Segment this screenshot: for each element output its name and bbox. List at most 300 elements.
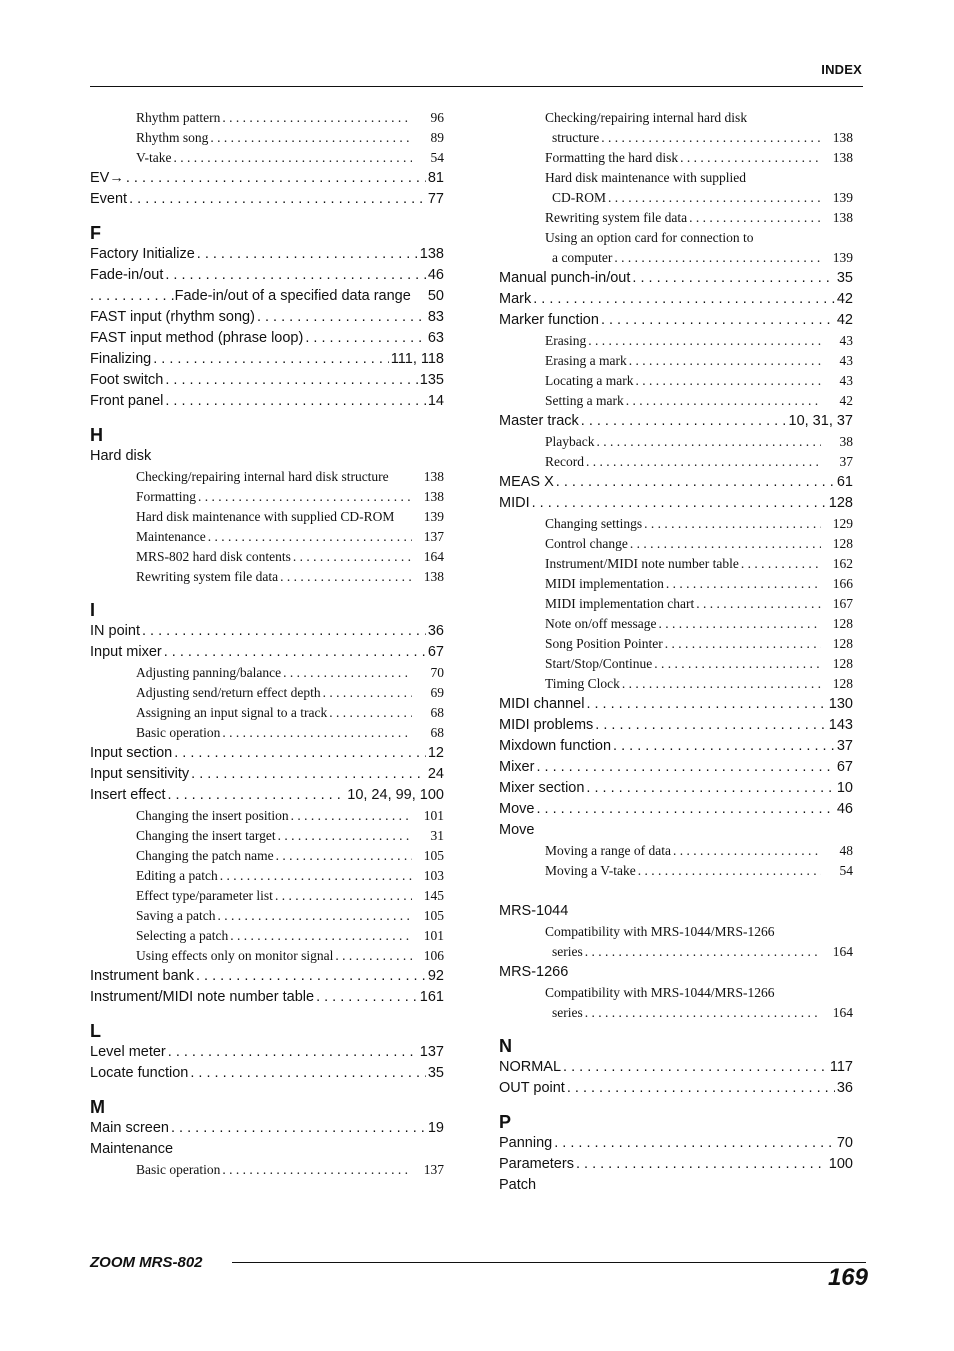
sub-entry: [90, 567, 444, 587]
index-entry: [90, 1118, 444, 1139]
dot-leader: [608, 188, 821, 208]
index-entry: [499, 310, 853, 331]
dot-leader: [275, 886, 412, 906]
index-entry: [90, 785, 444, 806]
entry-label: Finalizing: [90, 351, 152, 367]
page-reference: 117: [829, 1059, 853, 1075]
page-reference: 164: [832, 944, 853, 959]
dot-leader: [217, 906, 412, 926]
page-reference: 31: [430, 828, 444, 843]
entry-label: Patch: [499, 1177, 537, 1193]
dot-leader: [626, 391, 821, 411]
sub-entry: [499, 534, 853, 554]
dot-leader: [673, 841, 821, 861]
dot-leader: [198, 487, 412, 507]
index-heading: [90, 446, 444, 467]
sub-entry: [499, 594, 853, 614]
sub-entry: [90, 946, 444, 966]
entry-label: MIDI implementation chart: [545, 596, 695, 611]
dot-leader: [142, 621, 426, 642]
entry-label: Rhythm song: [136, 130, 209, 145]
entry-label: series: [552, 1005, 583, 1020]
entry-label: Input section: [90, 745, 173, 761]
index-entry: [499, 493, 853, 514]
sub-entry: [90, 886, 444, 906]
page-reference: 61: [836, 474, 853, 490]
dot-leader: [129, 189, 426, 210]
entry-label: Input mixer: [90, 644, 162, 660]
page-reference: 42: [836, 291, 853, 307]
entry-label: Locating a mark: [545, 373, 634, 388]
page-reference: 50: [427, 288, 444, 304]
dot-leader: [689, 208, 821, 228]
dot-leader: [126, 168, 426, 189]
page-reference: 70: [430, 665, 444, 680]
sub-entry: [90, 108, 444, 128]
entry-label: Basic operation: [136, 725, 221, 740]
entry-label: Mixer: [499, 759, 535, 775]
page-reference: 138: [832, 150, 853, 165]
page-reference: 164: [832, 1005, 853, 1020]
entry-label: Assigning an input signal to a track: [136, 705, 328, 720]
page-reference: 12: [427, 745, 444, 761]
entry-label: OUT point: [499, 1080, 565, 1096]
page-reference: 35: [427, 1065, 444, 1081]
entry-label: Basic operation: [136, 1162, 221, 1177]
entry-label: Insert effect: [90, 787, 166, 803]
blank-line: [499, 881, 853, 901]
footer-model-name: ZOOM MRS-802: [90, 1254, 203, 1271]
dot-leader: [588, 331, 821, 351]
page-reference: 100: [828, 1156, 853, 1172]
entry-label: a computer: [552, 250, 613, 265]
index-entry: [90, 168, 444, 189]
index-entry: [90, 764, 444, 785]
entry-label: Marker function: [499, 312, 599, 328]
entry-label: FAST input method (phrase loop): [90, 330, 304, 346]
dot-leader: [635, 371, 821, 391]
dot-leader: [190, 1063, 426, 1084]
page-reference: 43: [839, 373, 853, 388]
entry-label: Using an option card for connection to: [545, 230, 754, 245]
page-reference: 145: [423, 888, 444, 903]
sub-entry: [90, 866, 444, 886]
dot-leader: [567, 1078, 835, 1099]
entry-label: series: [552, 944, 583, 959]
section-gap: [90, 1008, 444, 1020]
footer-page-number: 169: [827, 1264, 868, 1291]
page-reference: 105: [423, 908, 444, 923]
dot-leader: [174, 743, 426, 764]
page-reference: 128: [832, 616, 853, 631]
dot-leader: [165, 391, 426, 412]
page-reference: 137: [423, 529, 444, 544]
page-reference: 67: [836, 759, 853, 775]
dot-leader: [601, 310, 835, 331]
entry-label: Formatting the hard disk: [545, 150, 679, 165]
dot-leader: [601, 128, 821, 148]
entry-label: Timing Clock: [545, 676, 620, 691]
entry-label: Mark: [499, 291, 532, 307]
section-gap: [90, 587, 444, 599]
page-reference: 37: [836, 738, 853, 754]
dot-leader: [335, 946, 412, 966]
page-reference: 139: [423, 509, 444, 524]
dot-leader: [305, 328, 426, 349]
sub-entry: [499, 452, 853, 472]
dot-leader: [168, 785, 346, 806]
entry-label: Move: [499, 801, 535, 817]
page-reference: 81: [427, 170, 444, 186]
header-rule: [90, 86, 863, 87]
sub-entry: [499, 654, 853, 674]
index-entry: [499, 757, 853, 778]
sub-entry-first-line: [499, 228, 853, 248]
dot-leader: [629, 351, 821, 371]
entry-label: . . . . . . . . . . .Fade-in/out of a specified data range: [90, 288, 411, 304]
dot-leader: [680, 148, 821, 168]
entry-label: Hard disk maintenance with supplied: [545, 170, 746, 185]
page-reference: 101: [423, 808, 444, 823]
entry-label: Parameters: [499, 1156, 574, 1172]
page-reference: 10: [836, 780, 853, 796]
entry-label: MRS-802 hard disk contents: [136, 549, 291, 564]
entry-label: MIDI channel: [499, 696, 585, 712]
sub-entry: [90, 806, 444, 826]
section-gap: [90, 412, 444, 424]
page-reference: 83: [427, 309, 444, 325]
entry-label: Using effects only on monitor signal: [136, 948, 334, 963]
page-reference: 139: [832, 250, 853, 265]
entry-label: Control change: [545, 536, 628, 551]
index-entry: [499, 778, 853, 799]
index-entry: [90, 1063, 444, 1084]
page-reference: 67: [427, 644, 444, 660]
index-entry: [499, 289, 853, 310]
dot-leader: [665, 634, 821, 654]
page-reference: 111, 118: [390, 351, 444, 367]
index-entry: [90, 189, 444, 210]
index-entry: [90, 621, 444, 642]
sub-entry-continuation: [499, 1003, 853, 1023]
index-entry: [499, 411, 853, 432]
dot-leader: [654, 654, 821, 674]
dot-leader: [696, 594, 821, 614]
dot-leader: [196, 966, 426, 987]
entry-label: Front panel: [90, 393, 164, 409]
index-heading: [499, 820, 853, 841]
dot-leader: [638, 861, 821, 881]
dot-leader: [197, 244, 418, 265]
index-entry: [90, 391, 444, 412]
index-heading: [499, 962, 853, 983]
dot-leader: [191, 764, 426, 785]
sub-entry: [499, 514, 853, 534]
entry-label: Rewriting system file data: [136, 569, 279, 584]
page-reference: 129: [832, 516, 853, 531]
dot-leader: [595, 715, 827, 736]
entry-label: FAST input (rhythm song): [90, 309, 255, 325]
entry-label: Checking/repairing internal hard disk structure: [136, 469, 389, 484]
page-reference: 166: [832, 576, 853, 591]
index-entry: [499, 268, 853, 289]
index-entry: [499, 1078, 853, 1099]
dot-leader: [276, 846, 412, 866]
index-heading: [90, 1139, 444, 1160]
page-reference: 35: [836, 270, 853, 286]
sub-entry: [499, 574, 853, 594]
entry-label: Changing the patch name: [136, 848, 274, 863]
dot-leader: [280, 567, 412, 587]
dot-leader: [171, 1118, 426, 1139]
page-reference: 103: [423, 868, 444, 883]
index-entry: [90, 642, 444, 663]
sub-entry-first-line: [499, 168, 853, 188]
entry-label: Instrument bank: [90, 968, 194, 984]
section-letter: P: [499, 1112, 512, 1132]
footer-rule: [232, 1262, 866, 1263]
page-reference: 77: [427, 191, 444, 207]
dot-leader: [644, 514, 821, 534]
dot-leader: [316, 987, 418, 1008]
entry-label: Hard disk: [90, 448, 152, 464]
entry-label: Fade-in/out: [90, 267, 164, 283]
page-reference: 42: [836, 312, 853, 328]
sub-entry: [499, 371, 853, 391]
dot-leader: [581, 411, 787, 432]
entry-label: Moving a V-take: [545, 863, 636, 878]
index-entry: [90, 987, 444, 1008]
page-reference: 68: [430, 725, 444, 740]
index-entry: [90, 328, 444, 349]
dot-leader: [586, 694, 826, 715]
sub-entry: [499, 331, 853, 351]
page-reference: 46: [836, 801, 853, 817]
sub-entry: [90, 906, 444, 926]
page-reference: 46: [427, 267, 444, 283]
sub-entry-continuation: [499, 942, 853, 962]
page-reference: 161: [419, 989, 444, 1005]
sub-entry: [499, 208, 853, 228]
dot-leader: [164, 642, 426, 663]
dot-leader: [168, 1042, 418, 1063]
entry-label: Moving a range of data: [545, 843, 671, 858]
dot-leader: [741, 554, 821, 574]
entry-label: Adjusting panning/balance: [136, 665, 282, 680]
sub-entry: [90, 547, 444, 567]
sub-entry-first-line: [499, 922, 853, 942]
sub-entry: [499, 432, 853, 452]
index-entry: [90, 349, 444, 370]
sub-entry-first-line: [499, 108, 853, 128]
dot-leader: [291, 806, 412, 826]
entry-label: Effect type/parameter list: [136, 888, 273, 903]
entry-label: MIDI: [499, 495, 530, 511]
entry-label: Input sensitivity: [90, 766, 190, 782]
page-reference: 92: [427, 968, 444, 984]
dot-leader: [666, 574, 821, 594]
index-entry: [499, 715, 853, 736]
dot-leader: [585, 942, 821, 962]
entry-label: NORMAL: [499, 1059, 562, 1075]
page-reference: 128: [832, 536, 853, 551]
entry-label: Mixer section: [499, 780, 585, 796]
entry-label: Rewriting system file data: [545, 210, 688, 225]
entry-label: Move: [499, 822, 535, 838]
sub-entry: [90, 683, 444, 703]
index-entry: [499, 694, 853, 715]
sub-entry-first-line: [499, 983, 853, 1003]
sub-entry: [90, 507, 444, 527]
page-reference: 38: [839, 434, 853, 449]
section-letter: N: [499, 1036, 512, 1056]
dot-leader: [554, 1133, 835, 1154]
dot-leader: [220, 866, 412, 886]
page-reference: 164: [423, 549, 444, 564]
sub-entry: [90, 723, 444, 743]
entry-label: Changing the insert target: [136, 828, 276, 843]
entry-label: MIDI implementation: [545, 576, 664, 591]
dot-leader: [614, 248, 821, 268]
sub-entry-continuation: [499, 128, 853, 148]
dot-leader: [165, 370, 417, 391]
dot-leader: [532, 493, 827, 514]
index-column-right: [499, 108, 853, 1196]
index-entry: [499, 799, 853, 820]
page-reference: 54: [839, 863, 853, 878]
index-heading: [499, 901, 853, 922]
sub-entry: [90, 663, 444, 683]
index-entry: [90, 286, 444, 307]
entry-label: Checking/repairing internal hard disk: [545, 110, 748, 125]
page-reference: 137: [419, 1044, 444, 1060]
entry-label: CD-ROM: [552, 190, 607, 205]
dot-leader: [222, 1160, 412, 1180]
dot-leader: [222, 723, 412, 743]
entry-label: MRS-1266: [499, 964, 569, 980]
index-entry: [90, 265, 444, 286]
index-entry: [499, 1133, 853, 1154]
entry-label: Compatibility with MRS-1044/MRS-1266: [545, 924, 775, 939]
page-reference: 128: [828, 495, 853, 511]
page-reference: 128: [832, 676, 853, 691]
entry-label: IN point: [90, 623, 140, 639]
sub-entry: [90, 926, 444, 946]
dot-leader: [174, 148, 413, 168]
page-reference: 68: [430, 705, 444, 720]
sub-entry: [90, 1160, 444, 1180]
index-entry: [90, 307, 444, 328]
page-reference: 69: [430, 685, 444, 700]
page-reference: 43: [839, 353, 853, 368]
entry-label: Hard disk maintenance with supplied CD-ROM: [136, 509, 395, 524]
page-reference: 138: [423, 489, 444, 504]
page-reference: 42: [839, 393, 853, 408]
index-column-left: [90, 108, 444, 1180]
section-gap: [90, 210, 444, 222]
entry-label: Rhythm pattern: [136, 110, 221, 125]
section-letter: H: [90, 425, 103, 445]
entry-label: Instrument/MIDI note number table: [90, 989, 315, 1005]
dot-leader: [576, 1154, 827, 1175]
entry-label: Song Position Pointer: [545, 636, 663, 651]
entry-label: Foot switch: [90, 372, 164, 388]
entry-label: MEAS X: [499, 474, 554, 490]
page-reference: 105: [423, 848, 444, 863]
entry-label: Locate function: [90, 1065, 189, 1081]
entry-label: Changing the insert position: [136, 808, 289, 823]
page-reference: 139: [832, 190, 853, 205]
sub-entry: [90, 487, 444, 507]
entry-label: EV→: [90, 170, 124, 186]
page-reference: 101: [423, 928, 444, 943]
page-reference: 37: [839, 454, 853, 469]
page-reference: 135: [419, 372, 444, 388]
section-letter: F: [90, 223, 101, 243]
dot-leader: [585, 1003, 821, 1023]
index-entry: [499, 1154, 853, 1175]
entry-label: Mixdown function: [499, 738, 612, 754]
entry-label: Maintenance: [90, 1141, 174, 1157]
entry-label: Start/Stop/Continue: [545, 656, 653, 671]
index-entry: [90, 1042, 444, 1063]
section-gap: [90, 1084, 444, 1096]
entry-label: Selecting a patch: [136, 928, 229, 943]
dot-leader: [165, 265, 426, 286]
page-reference: 137: [423, 1162, 444, 1177]
entry-label: Factory Initialize: [90, 246, 195, 262]
page-reference: 36: [427, 623, 444, 639]
dot-leader: [230, 926, 412, 946]
entry-label: Saving a patch: [136, 908, 216, 923]
dot-leader: [536, 757, 834, 778]
page-reference: 89: [430, 130, 444, 145]
page-reference: 36: [836, 1080, 853, 1096]
page-reference: 128: [832, 636, 853, 651]
page-reference: 143: [828, 717, 853, 733]
page-reference: 138: [419, 246, 444, 262]
dot-leader: [597, 432, 822, 452]
sub-entry: [499, 614, 853, 634]
entry-label: MIDI problems: [499, 717, 594, 733]
page-reference: 24: [427, 766, 444, 782]
page-reference: 10, 31, 37: [788, 413, 853, 429]
page-reference: 138: [423, 469, 444, 484]
page-reference: 138: [832, 210, 853, 225]
entry-label: Erasing: [545, 333, 587, 348]
dot-leader: [293, 547, 412, 567]
page-reference: 43: [839, 333, 853, 348]
entry-label: Record: [545, 454, 584, 469]
dot-leader: [329, 703, 412, 723]
page-reference: 14: [427, 393, 444, 409]
entry-label: Erasing a mark: [545, 353, 627, 368]
page-reference: 70: [836, 1135, 853, 1151]
entry-label: Editing a patch: [136, 868, 218, 883]
entry-label: Main screen: [90, 1120, 169, 1136]
entry-label: Instrument/MIDI note number table: [545, 556, 739, 571]
index-entry: [90, 743, 444, 764]
page-reference: 63: [427, 330, 444, 346]
index-entry: [90, 244, 444, 265]
dot-leader: [658, 614, 821, 634]
page-reference: 54: [430, 150, 444, 165]
dot-leader: [613, 736, 835, 757]
section-gap: [499, 1099, 853, 1111]
sub-entry: [90, 128, 444, 148]
page-header-title: INDEX: [821, 62, 862, 77]
dot-leader: [533, 289, 835, 310]
